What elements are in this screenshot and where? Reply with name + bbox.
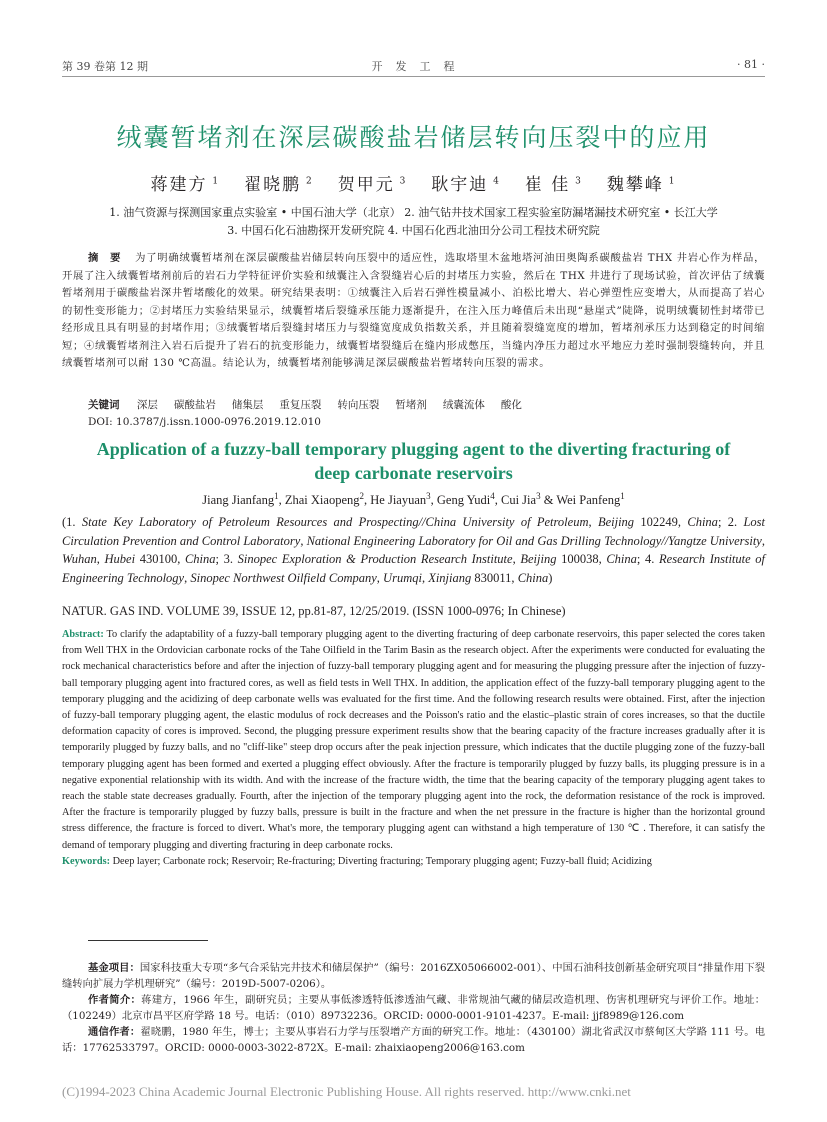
english-title-line1: Application of a fuzzy-ball temporary plugging agent to the diverting fracturing of: [96, 439, 731, 459]
english-author-affiliation-mark: 3: [426, 491, 431, 501]
chinese-keyword: 碳酸盐岩: [173, 399, 216, 411]
english-affiliation-run: ,: [512, 552, 521, 566]
english-affiliation-run: 100038,: [556, 552, 607, 566]
english-affiliation-run: Urumqi: [383, 570, 422, 585]
chinese-author-affiliation-mark: 1: [207, 176, 221, 187]
english-affiliations: [62, 513, 765, 587]
chinese-author-affiliation-mark: 3: [394, 176, 408, 187]
english-keywords-label: Keywords:: [62, 855, 111, 867]
chinese-keyword: 重复压裂: [279, 399, 322, 411]
english-affiliation-run: Hubei: [104, 552, 136, 566]
running-header-section: 开 发 工 程: [371, 60, 456, 73]
english-author-name: Zhai Xiaopeng: [284, 493, 360, 508]
chinese-abstract: [62, 250, 765, 373]
english-author-separator: ,: [364, 493, 371, 508]
page-number: · 81 ·: [737, 58, 765, 71]
english-author-name: Cui Jia: [501, 493, 537, 508]
chinese-author: [431, 175, 501, 195]
footnote-author-bio: [62, 992, 765, 1024]
journal-citation: NATUR. GAS IND. VOLUME 39, ISSUE 12, pp.81-87, 12/25/2019. (ISSN 1000-0976; In Chinese): [62, 604, 566, 618]
english-keywords-text: Deep layer; Carbonate rock; Reservoir; Re-fracturing; Diverting fracturing; Temporary plugging agent; Fuzzy-ball fluid; Acidizing: [112, 855, 652, 867]
header-rule: [62, 76, 765, 77]
english-affiliation-run: ,: [184, 570, 191, 585]
english-author-affiliation-mark: 1: [274, 491, 279, 501]
english-abstract: [62, 627, 765, 870]
english-author-affiliation-mark: 3: [536, 491, 541, 501]
footnote-funding: [62, 960, 765, 992]
english-affiliation-run: China: [517, 570, 549, 585]
english-affiliation-run: Xinjiang: [428, 570, 472, 585]
chinese-abstract-label: 摘 要: [88, 252, 122, 264]
funding-label: 基金项目：: [88, 962, 140, 974]
english-affiliation-run: 102249,: [634, 515, 688, 529]
english-abstract-text: To clarify the adaptability of a fuzzy-ball temporary plugging agent to the diverting fracturing of deep carbonate reservoirs, this paper selected the cores taken from Well THX in the Ordovician carbonate rocks of the Tahe Oilfield in the Tarim Basin as the research object. After the experiments were conducted for evaluating the rock mechanical characteristics before and after the injection of fuzzy-ball temporary plugging agent and for measuring the plugging pressure after the injection of fuzzy-ball temporary plugging agent into fractured cores, as well as field tests in Well THX. In addition, the application effect of the fuzzy-ball temporary plugging agent to the temporary plugging and the acidizing of deep carbonate wells was evaluated for the first time. And the following research results were obtained. First, after the injection of fuzzy-ball temporary plugging agent, the elastic modulus of rock decreases and the Poisson's ratio and the elastic–plastic strain of cores increases, so that the ductile deformation capacity of cores is improved. Second, the plugging pressure experiment results show that the bearing capacity of the fracture increases gradually after it is temporarily plugged by fuzzy balls, and no "cliff-like" steep drop occurs after the peak injection pressure, which indicates that the ductile plugging zone of the fuzzy-ball temporary plugging agent has been formed and exerted a plugging effect obviously. After the fracture is temporarily plugged by fuzzy balls, its plugging pressure is in a negative exponential relationship with its width. And with the increase of the fracture width, the time that the bearing capacity of the temporary plugging agent takes to reach the stable state decreases gradually. Fourth, after the injection of the temporary plugging agent into the rock, the deformation resistance of the rock is improved. After the fracture is temporarily plugged by fuzzy balls, pressure is built in the fracture and when the net pressure in the fracture is higher than the horizontal ground stress difference, the fracture is forced to divert. What's more, the temporary plugging agent can withstand a high temperature of 130 ℃ . Therefore, it can satisfy the demand of temporary plugging and diverting fracturing in deep carbonate rocks.: [62, 629, 765, 851]
english-author-affiliation-mark: 2: [359, 491, 364, 501]
chinese-author-name: 蒋建方: [150, 175, 208, 195]
english-author-name: Jiang Jianfang: [202, 493, 275, 508]
english-affiliation-run: China: [184, 552, 216, 566]
chinese-author-name: 崔 佳: [524, 175, 571, 195]
chinese-keyword: 暂堵剂: [395, 399, 427, 411]
chinese-affiliations-line2: 3. 中国石化石油勘探开发研究院 4. 中国石化西北油田分公司工程技术研究院: [227, 224, 600, 237]
chinese-title: 绒囊暂堵剂在深层碳酸盐岩储层转向压裂中的应用: [116, 123, 711, 152]
chinese-keywords-label: 关键词: [88, 399, 120, 411]
english-affiliation-run: ,: [421, 570, 429, 585]
english-affiliation-run: ,: [588, 515, 598, 529]
english-affiliation-run: 430100,: [135, 552, 185, 566]
english-affiliation-run: ,: [96, 552, 105, 566]
footnote-rule: [88, 940, 208, 941]
chinese-author-affiliation-mark: 1: [663, 176, 677, 187]
english-affiliation-run: Sinopec Northwest Oilfield Company: [190, 570, 377, 585]
english-affiliation-run: Beijing: [520, 552, 557, 566]
english-affiliation-run: ; 2.: [717, 515, 744, 529]
english-author-separator: ,: [494, 493, 501, 508]
english-affiliation-run: Lost Circulation Prevention and Control Laboratory: [62, 515, 766, 548]
copyright-notice: (C)1994-2023 China Academic Journal Electronic Publishing House. All rights reserved. http://www.cnki.net: [62, 1084, 631, 1099]
chinese-keyword-list: [137, 399, 538, 411]
footnote-corresponding-author: [62, 1024, 765, 1056]
author-bio-text: 蒋建方，1966 年生，副研究员；主要从事低渗透特低渗透油气藏、非常规油气藏的储层改造机理、伤害机理研究与评价工作。地址：（102249）北京市昌平区府学路 18 号。电话：（010）89732236。ORCID: 0000-0001-9101-4237。E-mail: jjf8989@126.com: [62, 994, 765, 1022]
chinese-author-name: 贺甲元: [337, 175, 395, 195]
english-author-separator: &: [540, 493, 557, 508]
doi: DOI: 10.3787/j.issn.1000-0976.2019.12.010: [88, 416, 321, 428]
chinese-affiliations-line1: 1. 油气资源与探测国家重点实验室 • 中国石油大学（北京） 2. 油气钻井技术国家工程实验室防漏堵漏技术研究室 • 长江大学: [109, 206, 718, 219]
funding-text: 国家科技重大专项“多气合采钻完井技术和储层保护”（编号：2016ZX05066002-001）、中国石油科技创新基金研究项目“排量作用下裂缝转向扩展力学机理研究”（编号：2019D-5007-0206）。: [62, 962, 766, 990]
chinese-keywords: [88, 397, 538, 412]
english-author-affiliation-mark: 1: [620, 491, 625, 501]
english-affiliation-run: State Key Laboratory of Petroleum Resources and Prospecting//China University of Petroleum: [81, 515, 589, 529]
chinese-author: [244, 175, 314, 195]
chinese-keyword: 深层: [136, 399, 158, 411]
chinese-keyword: 转向压裂: [337, 399, 380, 411]
english-affiliation-run: National Engineering Laboratory for Oil and Gas Drilling Technology//Yangtze University: [306, 533, 762, 548]
english-affiliation-run: ,: [761, 533, 765, 548]
english-author-name: Geng Yudi: [436, 493, 491, 508]
english-author-separator: ,: [278, 493, 285, 508]
corresponding-author-text: 翟晓鹏，1980 年生，博士；主要从事岩石力学与压裂增产方面的研究工作。地址：（430100）湖北省武汉市蔡甸区大学路 111 号。电话：17762533797。ORCID: 0000-0003-3022-872X。E-mail: zhaixiaopeng2006@163.com: [62, 1026, 766, 1054]
chinese-author-name: 翟晓鹏: [244, 175, 302, 195]
english-author-name: He Jiayuan: [370, 493, 427, 508]
english-affiliation-run: Wuhan: [62, 552, 97, 566]
english-affiliation-run: Beijing: [597, 515, 635, 529]
chinese-keyword: 绒囊流体: [442, 399, 485, 411]
chinese-author: [338, 175, 408, 195]
author-bio-label: 作者简介：: [88, 994, 142, 1006]
chinese-author-affiliation-mark: 2: [301, 176, 314, 187]
english-affiliation-run: ): [548, 570, 553, 585]
english-author-affiliation-mark: 4: [490, 491, 495, 501]
english-affiliation-run: China: [687, 515, 718, 529]
english-affiliation-run: China: [606, 552, 637, 566]
english-affiliation-run: 830011,: [471, 570, 518, 585]
chinese-author-affiliation-mark: 4: [488, 176, 501, 187]
chinese-author-name: 耿宇迪: [431, 175, 489, 195]
english-affiliation-run: ; 3.: [215, 552, 238, 566]
english-affiliation-run: ; 4.: [636, 552, 660, 566]
english-affiliation-run: (1.: [62, 515, 82, 529]
chinese-author-affiliation-mark: 3: [570, 176, 583, 187]
chinese-keyword: 储集层: [231, 399, 264, 411]
chinese-author-name: 魏攀峰: [606, 175, 664, 195]
chinese-abstract-text: 为了明确绒囊暂堵剂在深层碳酸盐岩储层转向压裂中的适应性，选取塔里木盆地塔河油田奥陶系碳酸盐岩 THX 井岩心作为样品，开展了注入绒囊暂堵剂前后的岩石力学特征评价实验和绒囊注入含裂缝岩心后的封堵压力实验，然后在 THX 井进行了现场试验，首次评估了绒囊暂堵剂用于碳酸盐岩深井暂堵酸化的效果。研究结果表明：①绒囊注入后岩石弹性模量减小、泊松比增大、岩心弹塑性应变增大，从而提高了岩心的韧性变形能力；②封堵压力实验结果显示，绒囊暂堵后裂缝承压能力逐渐提升，在注入压力峰值后未出现“悬崖式”陡降，说明绒囊韧性封堵带已经形成且具有明显的封堵作用；③绒囊暂堵后裂缝封堵压力与裂缝宽度成负指数关系，并且随着裂缝宽度的增加，暂堵剂承压力达到稳定的时间缩短；④绒囊暂堵剂注入岩石后提升了岩石的抗变形能力，绒囊暂堵裂缝后在缝内形成憋压，当缝内净压力超过水平地应力差时强制裂缝转向，并且绒囊暂堵剂可以耐 130 ℃高温。结论认为，绒囊暂堵剂能够满足深层碳酸盐岩暂堵转向压裂的需求。: [62, 252, 765, 369]
english-affiliation-run: Research Institute of Engineering Technology: [62, 552, 766, 585]
english-affiliation-run: Sinopec Exploration & Production Research Institute: [237, 552, 513, 566]
english-affiliation-run: ,: [300, 533, 307, 548]
english-title-line2: deep carbonate reservoirs: [314, 463, 513, 483]
chinese-author: [525, 175, 583, 195]
chinese-authors: [0, 170, 827, 195]
english-authors: [0, 491, 827, 508]
running-header-volume: 第 39 卷第 12 期: [62, 60, 148, 73]
english-abstract-label: Abstract:: [62, 629, 104, 640]
english-title: [62, 437, 765, 485]
corresponding-author-label: 通信作者：: [88, 1026, 141, 1038]
english-author-separator: ,: [430, 493, 437, 508]
english-author-name: Wei Panfeng: [556, 493, 621, 508]
chinese-keyword: 酸化: [500, 399, 522, 411]
english-affiliation-run: ,: [376, 570, 384, 585]
chinese-author: [607, 175, 677, 195]
chinese-author: [151, 175, 221, 195]
